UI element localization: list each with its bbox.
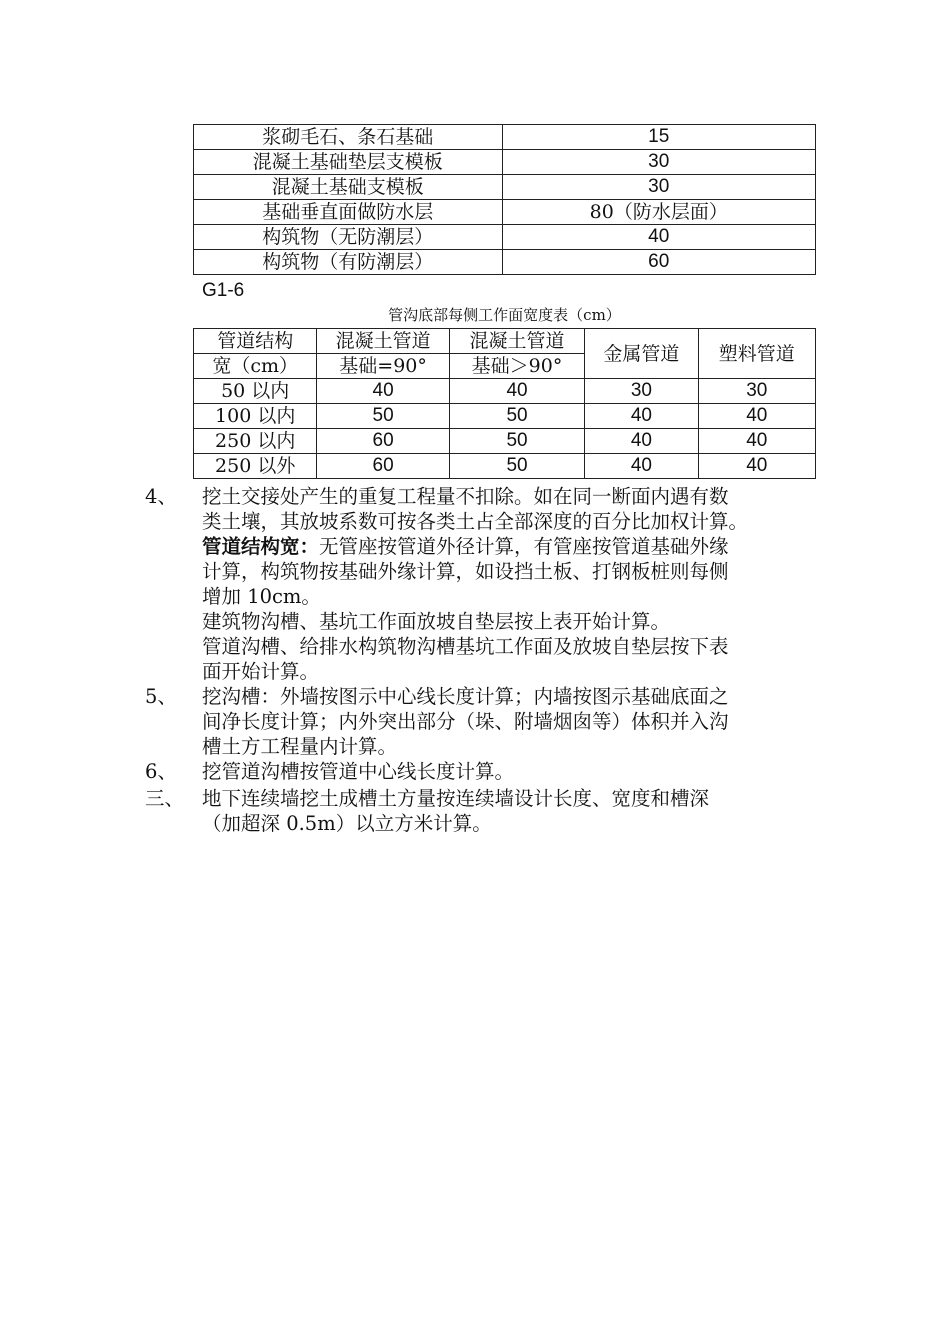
table-cell: 40 bbox=[585, 404, 698, 429]
table-row bbox=[194, 404, 816, 429]
table-cell: 30 bbox=[585, 379, 698, 404]
table-row bbox=[194, 379, 816, 404]
table-header-row bbox=[194, 329, 816, 354]
table-cell: 100 以内 bbox=[194, 404, 317, 429]
table-cell: 60 bbox=[502, 250, 816, 275]
table-row bbox=[194, 454, 816, 479]
table-cell: 40 bbox=[317, 379, 449, 404]
trench-width-table bbox=[193, 328, 816, 479]
table-cell: 60 bbox=[317, 454, 449, 479]
table-cell: 80（防水层面） bbox=[502, 200, 816, 225]
item-number: 6、 bbox=[145, 760, 177, 783]
table-row bbox=[194, 150, 816, 175]
table-cell: 250 以外 bbox=[194, 454, 317, 479]
header-cell: 混凝土管道 bbox=[449, 329, 584, 354]
paragraph-line: 挖土交接处产生的重复工程量不扣除。如在同一断面内遇有数 bbox=[202, 485, 729, 508]
table-row bbox=[194, 250, 816, 275]
table-cell: 构筑物（有防潮层） bbox=[194, 250, 503, 275]
table-cell: 浆砌毛石、条石基础 bbox=[194, 125, 503, 150]
table-cell: 混凝土基础垫层支模板 bbox=[194, 150, 503, 175]
table-row bbox=[194, 175, 816, 200]
table-cell: 30 bbox=[698, 379, 815, 404]
paragraph-line: 增加 10cm。 bbox=[202, 585, 321, 608]
paragraph-line bbox=[202, 534, 822, 559]
table-cell: 15 bbox=[502, 125, 816, 150]
paragraph-line: 建筑物沟槽、基坑工作面放坡自垫层按上表开始计算。 bbox=[202, 610, 671, 633]
item-number: 5、 bbox=[145, 685, 177, 708]
paragraph-line: 计算，构筑物按基础外缘计算，如设挡土板、打钢板桩则每侧 bbox=[202, 560, 729, 583]
paragraph-line: 管道沟槽、给排水构筑物沟槽基坑工作面及放坡自垫层按下表 bbox=[202, 635, 729, 658]
table-cell: 混凝土基础支模板 bbox=[194, 175, 503, 200]
header-cell: 混凝土管道 bbox=[317, 329, 449, 354]
table-cell: 30 bbox=[502, 150, 816, 175]
table-cell: 40 bbox=[585, 454, 698, 479]
header-cell: 宽（cm） bbox=[194, 354, 317, 379]
bold-term: 管道结构宽： bbox=[202, 535, 320, 558]
table-cell: 构筑物（无防潮层） bbox=[194, 225, 503, 250]
table-cell: 50 bbox=[449, 429, 584, 454]
header-cell: 金属管道 bbox=[585, 329, 698, 379]
paragraph-line: 类土壤，其放坡系数可按各类土占全部深度的百分比加权计算。 bbox=[202, 510, 749, 533]
table-row bbox=[194, 225, 816, 250]
table-cell: 50 bbox=[449, 404, 584, 429]
table-cell: 30 bbox=[502, 175, 816, 200]
table-cell: 40 bbox=[698, 404, 815, 429]
table-cell: 50 bbox=[317, 404, 449, 429]
table-cell: 50 bbox=[449, 454, 584, 479]
table-cell: 40 bbox=[698, 429, 815, 454]
paragraph-line: 地下连续墙挖土成槽土方量按连续墙设计长度、宽度和槽深 bbox=[202, 787, 710, 810]
table-cell: 250 以内 bbox=[194, 429, 317, 454]
table-cell: 50 以内 bbox=[194, 379, 317, 404]
paragraph-line: 挖沟槽：外墙按图示中心线长度计算；内墙按图示基础底面之 bbox=[202, 685, 729, 708]
header-cell: 基础＞90° bbox=[449, 354, 584, 379]
table-cell: 40 bbox=[502, 225, 816, 250]
item-number: 三、 bbox=[145, 787, 185, 810]
paragraph-line: 挖管道沟槽按管道中心线长度计算。 bbox=[202, 760, 515, 783]
table-row bbox=[194, 200, 816, 225]
table-cell: 40 bbox=[585, 429, 698, 454]
table-row bbox=[194, 125, 816, 150]
paragraph-text: 无管座按管道外径计算，有管座按管道基础外缘 bbox=[319, 535, 729, 558]
work-surface-table bbox=[193, 124, 816, 275]
header-cell: 塑料管道 bbox=[698, 329, 815, 379]
table-id-label: G1-6 bbox=[202, 280, 245, 301]
table-cell: 基础垂直面做防水层 bbox=[194, 200, 503, 225]
paragraph-line: 间净长度计算；内外突出部分（垛、附墙烟囱等）体积并入沟 bbox=[202, 710, 729, 733]
paragraph-line: 面开始计算。 bbox=[202, 660, 320, 683]
table-row bbox=[194, 429, 816, 454]
table-cell: 40 bbox=[449, 379, 584, 404]
table-cell: 40 bbox=[698, 454, 815, 479]
table-cell: 60 bbox=[317, 429, 449, 454]
paragraph-line: 槽土方工程量内计算。 bbox=[202, 735, 398, 758]
header-cell: 管道结构 bbox=[194, 329, 317, 354]
table-caption: 管沟底部每侧工作面宽度表（cm） bbox=[388, 306, 621, 324]
paragraph-line: （加超深 0.5m）以立方米计算。 bbox=[202, 812, 492, 835]
header-cell: 基础=90° bbox=[317, 354, 449, 379]
item-number: 4、 bbox=[145, 485, 177, 508]
